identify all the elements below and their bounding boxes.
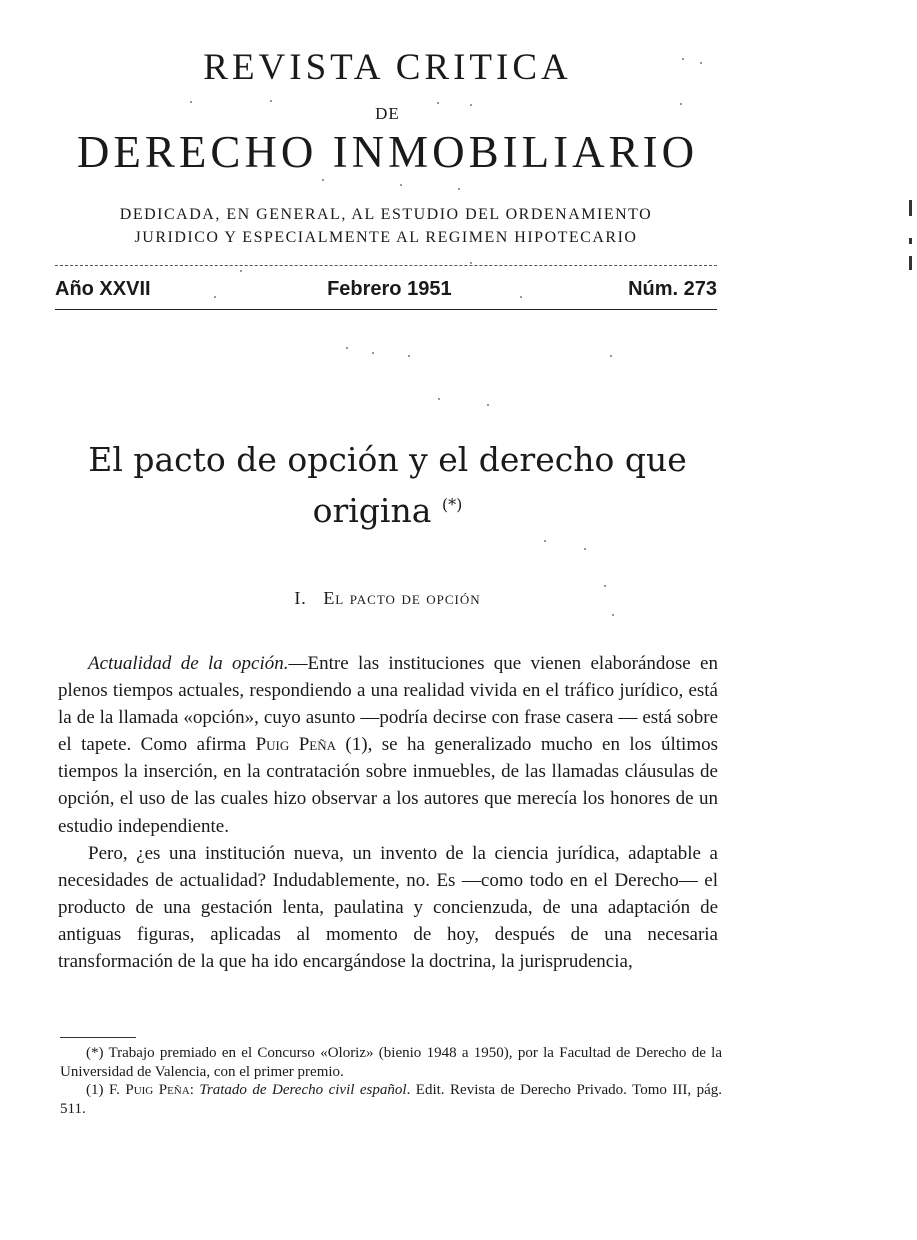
paragraph-2: Pero, ¿es una institución nueva, un invento de la ciencia jurídica, adaptable a necesidades de actualidad? Indudablemente, no. Es —como todo en el Derecho— el producto de una gestación lenta, paulatina y concienzuda, de una adaptación de antiguas figuras, aplicadas al momento de hoy, después de una necesaria transformación de la que ha ido encargándose la doctrina, la jurisprudencia, bbox=[58, 842, 718, 973]
footnotes bbox=[60, 1044, 722, 1118]
dedication-line-1: DEDICADA, EN GENERAL, AL ESTUDIO DEL ORDENAMIENTO bbox=[119, 206, 653, 223]
journal-subject: DERECHO INMOBILIARIO bbox=[76, 127, 699, 177]
article-title bbox=[40, 437, 735, 533]
journal-title-connector: DE bbox=[375, 104, 400, 123]
article-body bbox=[58, 650, 718, 975]
paragraph-lead: Actualidad de la opción. bbox=[88, 653, 289, 674]
section-heading bbox=[0, 588, 775, 609]
footnote-2: (1) F. Puig Peña: Tratado de Derecho civil español. Edit. Revista de Derecho Privado. Tomo III, pág. 511. bbox=[60, 1082, 722, 1117]
footnote-divider bbox=[60, 1037, 136, 1038]
journal-title: REVISTA CRITICA bbox=[203, 47, 572, 88]
footnote-author: Puig Peña bbox=[125, 1082, 190, 1098]
footnote-1: (*) Trabajo premiado en el Concurso «Oloriz» (bienio 1948 a 1950), por la Facultad de Derecho de la Universidad de Valencia, con el primer premio. bbox=[60, 1045, 722, 1080]
section-title: El pacto de opción bbox=[323, 588, 481, 608]
issue-number: Núm. 273 bbox=[628, 278, 717, 300]
dedication-line-2: JURIDICO Y ESPECIALMENTE AL REGIMEN HIPOTECARIO bbox=[134, 229, 638, 246]
issue-year: Año XXVII bbox=[55, 278, 151, 300]
issue-date: Febrero 1951 bbox=[327, 278, 452, 300]
header-divider-bottom bbox=[55, 309, 717, 310]
title-footnote-marker: (*) bbox=[441, 495, 463, 514]
section-numeral: I. bbox=[294, 588, 307, 608]
header-divider-top bbox=[55, 265, 717, 266]
article-title-line-1: El pacto de opción y el derecho que bbox=[88, 440, 687, 479]
article-title-line-2: origina (*) bbox=[312, 491, 463, 530]
issue-info-row bbox=[55, 278, 717, 301]
paragraph-1: Actualidad de la opción.—Entre las instituciones que vienen elaborándose en plenos tiempos actuales, respondiendo a una realidad vivida en el tráfico jurídico, está la de la llamada «opción», cuyo asunto —podría decirse con frase casera — está sobre el tapete. Como afirma Puig Peña (1), se ha generalizado mucho en los últimos tiempos la inserción, en la contratación sobre inmuebles, de las llamadas cláusulas de opción, el uso de las cuales hizo observar a los autores que merecía los honores de un estudio independiente. bbox=[58, 653, 718, 837]
cited-author: Puig Peña bbox=[255, 734, 336, 756]
footnote-work-title: Tratado de Derecho civil español bbox=[199, 1082, 407, 1098]
